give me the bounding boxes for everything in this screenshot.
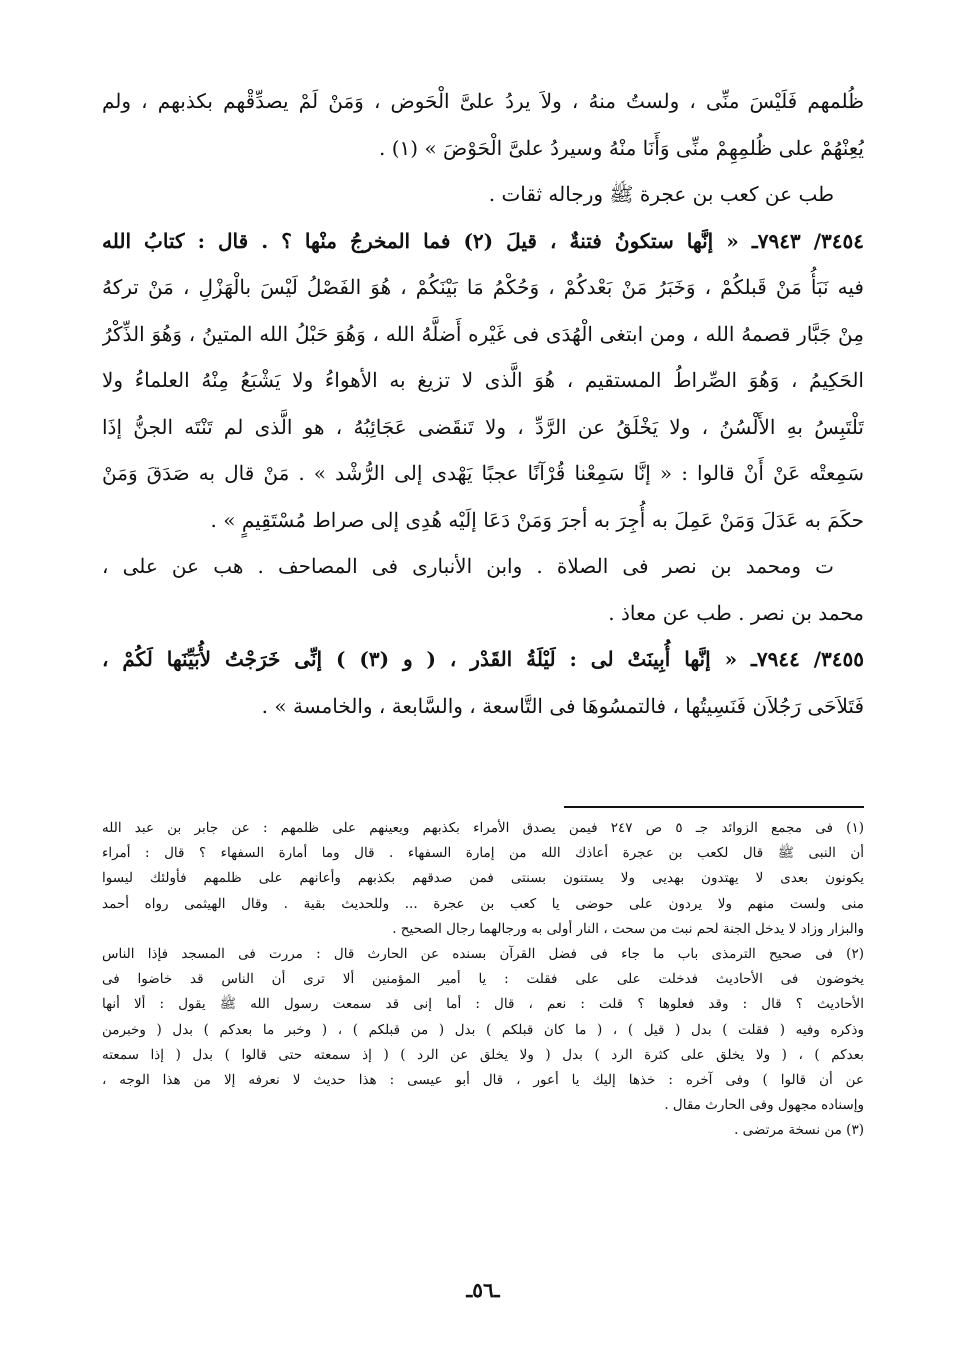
text-line: مِنْ جَبَّار قصمهُ الله ، ومن ابتغى الْهُدَى فى غَيْره أَضلَّهُ الله ، وَهُوَ حَبْلُ الله المتينُ ، وَهُوَ الذِّكْرُ — [102, 321, 864, 346]
footnote-line: عن أن قالوا ) وفى آخره : خذها إليك يا أعور ، قال أبو عيسى : هذا حديث لا نعرفه إلا من هذا الوجه ، — [102, 1071, 864, 1088]
text-line: ظُلمهم فَلَيْسَ منِّى ، ولستُ منهُ ، ولاَ يردُ علىَّ الْحَوض ، وَمَنْ لَمْ يصدِّقْهم بكذبهم ، ولم — [102, 89, 864, 113]
footnote-line: وذكره وفيه ( فقلت ) بدل ( قيل ) ، ( ما كان قبلكم ) بدل ( من قبلكم ) ، ( وخبر ما بعدكم ) بدل ( وخبرمن — [102, 1021, 864, 1038]
text-line: يُعِنْهُمْ على ظُلمِهِمْ منِّى وَأَنَا منْهُ وسيردُ علىَّ الْحَوْضَ » (١) . — [379, 135, 864, 160]
footnote-line: يكونون بعدى لا يهتدون بهديى ولا يستنون بسنتى فمن صدقهم بكذبهم وأعانهم على ظلمهم فأولئك ليسوا — [102, 870, 864, 887]
footnote-line: أن النبى ﷺ قال لكعب بن عجرة أعاذك الله من إمارة السفهاء . قال وما أمارة السفهاء ؟ قال : أمراء — [102, 845, 864, 862]
footnote-line: (٢) فى صحيح الترمذى باب ما جاء فى فضل القرآن بسنده عن الحارث قال : مررت فى المسجد فإذا الناس — [102, 945, 864, 962]
footnote-line: وإسناده مجهول وفى الحارث مقال . — [664, 1097, 864, 1114]
footnote-divider — [564, 806, 864, 808]
main-text — [102, 78, 864, 729]
footnote-line: (٣) من نسخة مرتضى . — [734, 1122, 864, 1139]
text-line: حكَمَ به عَدَلَ وَمَنْ عَمِلَ به أُجِرَ به أجرَ وَمَنْ دَعَا إلَيْه هُدِى إلى صراط مُسْتَقِيمٍ » . — [210, 507, 864, 532]
source-line: ت ومحمد بن نصر فى الصلاة . وابن الأنبارى فى المصاحف . هب عن على ، — [102, 554, 834, 578]
footnote-line: (١) فى مجمع الزوائد جـ ٥ ص ٢٤٧ فيمن يصدق الأمراء بكذبهم ويعينهم على ظلمهم : عن جابر بن عبد الله — [102, 820, 864, 836]
footnote-line: منى ولست منهم ولا يردون على حوضى يا كعب بن عجرة ... وللحديث بقية . وقال الهيثمى رواه أحمد — [102, 895, 864, 912]
hadith-heading-line: ٣٤٥٤/ ٧٩٤٣ـ « إنَّها ستكونُ فتنةٌ ، قيلَ (٢) فما المخرجُ منْها ؟ . قال : كتابُ الله — [102, 228, 864, 253]
source-line: طب عن كعب بن عجرة ﷺ ورجاله ثقات . — [488, 182, 834, 206]
footnote-line: والبزار وزاد لا يدخل الجنة لحم نبت من سحت ، النار أولى به ورجالهما رجال الصحيح . — [392, 920, 864, 937]
footnote-line: يخوضون فى الأحاديث فدخلت على على فقلت : يا أمير المؤمنين ألا ترى أن الناس قد خاضوا فى — [102, 971, 864, 988]
footnote-line: بعدكم ) ، ( ولا يخلق على كثرة الرد ) بدل ( ولا يخلق عن الرد ) ( إذ سمعته حتى قالوا ) بدل ( إذا سمعته — [102, 1046, 864, 1063]
text-line: سَمِعتْه عَنْ أَنْ قالوا : « إنَّا سَمِعْنا قُرْآنًا عجبًا يَهْدى إلى الرُّشْد » . مَنْ قال به صَدَقَ وَمَنْ — [102, 461, 864, 485]
hadith-heading-line: ٣٤٥٥/ ٧٩٤٤ـ « إنَّها أُبِينَتْ لى : لَيْلَةُ القَدْر ، ( و (٣) ) إنِّى خَرَجْتُ لأُبَيِّنَها لَكُمْ ، — [102, 647, 864, 671]
text-line: فَتَلاَحَى رَجُلاَن فَنَسِيتُها ، فالتمسُوهَا فى التَّاسعة ، والسَّابعة ، والخامسة » . — [261, 693, 864, 718]
text-line: فيه نَبَأُ مَنْ قَبلكُمْ ، وَخَبَرُ مَنْ بَعْدكُمْ ، وَحُكْمُ مَا بَيْنَكُمْ ، هُوَ الفَصْلُ لَيْسَ بالْهَزْلِ ، مَنْ تركهُ — [102, 275, 864, 299]
text-line: الحَكِيمُ ، وَهُوَ الصِّراطُ المستقيم ، هُوَ الَّذى لا تزيغ به الأهواءُ ولا يَشْبَعُ مِنْهُ العلماءُ ولا — [102, 368, 864, 392]
page-number: ـ٥٦ـ — [466, 1278, 500, 1302]
footnote-line: الأحاديث ؟ قال : وقد فعلوها ؟ قلت : نعم ، قال : أما إنى قد سمعت رسول الله ﷺ يقول : ألا أنها — [102, 996, 864, 1013]
source-line: محمد بن نصر . طب عن معاذ . — [608, 600, 864, 625]
footnotes — [102, 816, 864, 1143]
text-line: تَلْتَبِسُ بهِ الأَلْسُنُ ، ولا يَخْلَقُ عن الرَّدِّ ، ولا تَنقَضى عَجَائِبُهُ ، هو الَّذى لم تَنْتَه الجنُّ إذَا — [102, 414, 864, 439]
